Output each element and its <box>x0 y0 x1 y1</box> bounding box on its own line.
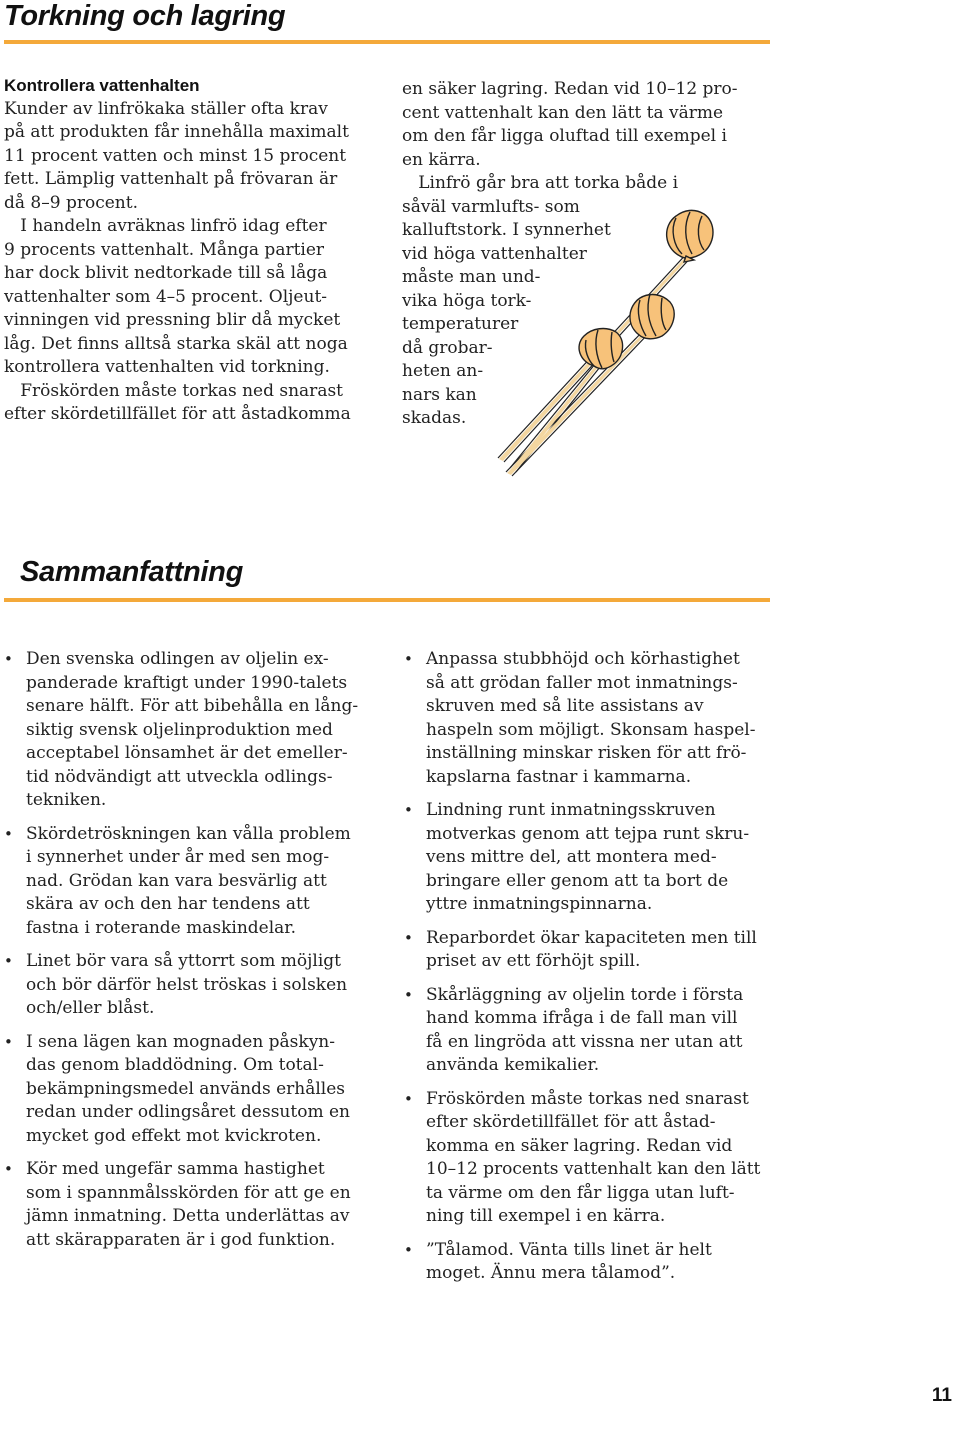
bullet-line: ning till exempel i en kärra. <box>426 1206 666 1226</box>
text-line: Linfrö går bra att torka både i <box>402 173 679 193</box>
text-line: vinningen vid pressning blir då mycket <box>4 310 341 330</box>
bullet-line: 10–12 procents vattenhalt kan den lätt <box>426 1159 761 1179</box>
text-line: Kunder av linfrökaka ställer ofta krav <box>4 98 328 119</box>
bullet-item <box>404 648 779 789</box>
bullet-line: använda kemikalier. <box>426 1055 600 1075</box>
text-line: efter skördetillfället för att åstadkomma <box>4 404 351 424</box>
bullet-line: I sena lägen kan mognaden påskyn- <box>26 1031 336 1052</box>
bullet-line: das genom bladdödning. Om total- <box>26 1055 324 1075</box>
section-rule-2 <box>4 598 770 602</box>
bullet-line: så att grödan faller mot inmatnings- <box>426 672 738 693</box>
bullet-item <box>404 1088 779 1229</box>
text-line: har dock blivit nedtorkade till så låga <box>4 263 328 283</box>
bullet-line: acceptabel lönsamhet är det emeller- <box>26 743 348 763</box>
bullet-line: Skördetröskningen kan vålla problem <box>26 823 351 844</box>
bullet-item <box>4 1031 379 1149</box>
text-line: då grobar- <box>402 337 493 358</box>
summary-right-column <box>404 648 779 1296</box>
text-line: vid höga vattenhalter <box>402 243 587 264</box>
subheading-kontrollera: Kontrollera vattenhalten <box>4 76 200 95</box>
bullet-line: jämn inmatning. Detta underlättas av <box>26 1206 350 1226</box>
bullet-line: ”Tålamod. Vänta tills linet är helt <box>426 1239 712 1260</box>
bullet-item <box>4 1158 379 1252</box>
text-line: låg. Det finns alltså starka skäl att noga <box>4 333 348 354</box>
bullet-line: Kör med ungefär samma hastighet <box>26 1159 325 1179</box>
bullet-line: inställning minskar risken för att frö- <box>426 743 747 763</box>
text-line: Fröskörden måste torkas ned snarast <box>4 380 344 401</box>
text-line: skadas. <box>402 408 467 428</box>
bullet-line: mycket god effekt mot kvickroten. <box>26 1125 322 1146</box>
bullet-line: få en lingröda att vissna ner utan att <box>426 1031 743 1052</box>
text-line: vika höga tork- <box>402 290 532 311</box>
text-line: vattenhalter som 4–5 procent. Oljeut- <box>4 286 328 307</box>
text-line: en kärra. <box>402 149 481 170</box>
bullet-line: tekniken. <box>26 790 107 810</box>
bullet-line: yttre inmatningspinnarna. <box>426 894 653 914</box>
bullet-line: siktig svensk oljelinproduktion med <box>26 719 333 740</box>
text-line: I handeln avräknas linfrö idag efter <box>4 216 327 236</box>
bullet-line: ta värme om den får ligga utan luft- <box>426 1182 735 1203</box>
bullet-dot-icon: • <box>404 650 413 668</box>
bullet-item <box>404 1239 779 1286</box>
bullet-line: moget. Ännu mera tålamod”. <box>426 1263 676 1283</box>
bullet-line: Lindning runt inmatningsskruven <box>426 800 716 820</box>
bullet-dot-icon: • <box>404 1240 413 1259</box>
bullet-line: senare hälft. För att bibehålla en lång- <box>26 696 359 716</box>
bullet-dot-icon: • <box>404 985 413 1004</box>
bullet-line: bekämpningsmedel används erhålles <box>26 1078 345 1099</box>
bullet-line: Anpassa stubbhöjd och körhastighet <box>426 649 740 669</box>
bullet-dot-icon: • <box>404 801 413 819</box>
bullet-line: att skärapparaten är i god funktion. <box>26 1229 336 1250</box>
text-line: nars kan <box>402 384 477 405</box>
bullet-item <box>4 950 379 1021</box>
bullet-item <box>4 823 379 941</box>
bullet-line: vens mittre del, att montera med- <box>426 847 717 867</box>
bullet-line: Skårläggning av oljelin torde i första <box>426 984 744 1005</box>
flax-capsule-middle <box>630 294 674 339</box>
bullet-line: nad. Grödan kan vara besvärlig att <box>26 870 327 891</box>
text-line: temperaturer <box>402 314 519 334</box>
page-number: 11 <box>931 1385 952 1406</box>
bullet-line: Fröskörden måste torkas ned snarast <box>426 1088 749 1109</box>
text-line: såväl varmlufts- som <box>402 196 580 217</box>
bullet-line: skruven med så lite assistans av <box>426 696 704 716</box>
bullet-line: motverkas genom att tejpa runt skru- <box>426 823 750 844</box>
bullet-dot-icon: • <box>4 650 13 668</box>
bullet-item <box>4 648 379 813</box>
bullet-line: fastna i roterande maskindelar. <box>26 917 296 938</box>
bullet-line: panderade kraftigt under 1990-talets <box>26 672 348 693</box>
text-line: 11 procent vatten och minst 15 procent <box>4 145 347 166</box>
text-line: då 8–9 procent. <box>4 192 138 213</box>
text-line: om den får ligga oluftad till exempel i <box>402 126 727 146</box>
text-line: måste man und- <box>402 267 541 287</box>
flax-capsules-illustration <box>490 190 750 480</box>
bullet-line: bringare eller genom att ta bort de <box>426 870 729 891</box>
bullet-line: priset av ett förhöjt spill. <box>426 951 641 971</box>
bullet-line: haspeln som möjligt. Skonsam haspel- <box>426 719 756 740</box>
bullet-line: som i spannmålsskörden för att ge en <box>26 1182 351 1203</box>
text-line: fett. Lämplig vattenhalt på frövaran är <box>4 169 338 189</box>
bullet-line: Den svenska odlingen av oljelin ex- <box>26 649 329 669</box>
bullet-line: Reparbordet ökar kapaciteten men till <box>426 927 757 948</box>
flax-capsule-top <box>667 210 713 262</box>
bullet-line: redan under odlingsåret dessutom en <box>26 1102 350 1122</box>
text-line: kontrollera vattenhalten vid torkning. <box>4 357 330 377</box>
section1-left-column <box>4 74 374 427</box>
bullet-line: tid nödvändigt att utveckla odlings- <box>26 766 333 787</box>
bullet-line: och/eller blåst. <box>26 998 155 1018</box>
bullet-line: hand komma ifråga i de fall man vill <box>426 1008 738 1028</box>
section-title-torkning: Torkning och lagring <box>4 0 286 32</box>
bullet-item <box>404 799 779 917</box>
bullet-line: komma en säker lagring. Redan vid <box>426 1135 733 1156</box>
bullet-dot-icon: • <box>4 952 13 970</box>
text-line: på att produkten får innehålla maximalt <box>4 122 349 142</box>
section-title-sammanfattning: Sammanfattning <box>20 556 243 588</box>
section-rule-1 <box>4 40 770 44</box>
bullet-item <box>404 927 779 974</box>
text-line: kalluftstork. I synnerhet <box>402 220 611 240</box>
bullet-line: och bör därför helst tröskas i solsken <box>26 974 348 995</box>
summary-left-column <box>4 648 379 1262</box>
bullet-item <box>404 984 779 1078</box>
text-line: cent vattenhalt kan den lätt ta värme <box>402 102 724 123</box>
bullet-line: kapslarna fastnar i kammarna. <box>426 766 692 787</box>
bullet-line: i synnerhet under år med sen mog- <box>26 847 330 867</box>
text-line: heten an- <box>402 361 484 381</box>
text-line: en säker lagring. Redan vid 10–12 pro- <box>402 79 738 99</box>
bullet-line: skära av och den har tendens att <box>26 894 310 914</box>
text-line: 9 procents vattenhalt. Många partier <box>4 239 325 260</box>
bullet-line: efter skördetillfället för att åstad- <box>426 1112 716 1132</box>
bullet-dot-icon: • <box>4 824 13 843</box>
bullet-dot-icon: • <box>404 928 413 947</box>
bullet-dot-icon: • <box>4 1032 13 1051</box>
bullet-dot-icon: • <box>404 1089 413 1108</box>
bullet-line: Linet bör vara så yttorrt som möjligt <box>26 951 341 971</box>
bullet-dot-icon: • <box>4 1160 13 1178</box>
